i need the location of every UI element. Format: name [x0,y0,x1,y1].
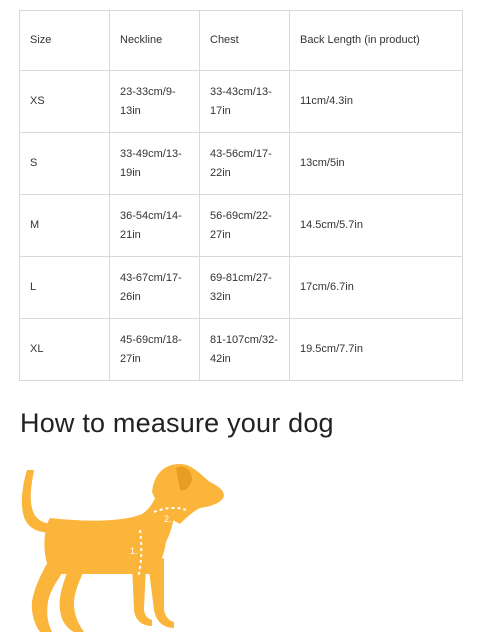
table-header-row [20,11,463,71]
section-heading: How to measure your dog [20,408,334,438]
cell-neckline: 43-67cm/17-26in [110,257,200,319]
cell-chest: 43-56cm/17-22in [200,133,290,195]
header-neckline: Neckline [110,11,200,71]
header-back-length: Back Length (in product) [290,11,463,71]
neck-marker-label: 2. [164,514,172,524]
cell-neckline: 23-33cm/9-13in [110,71,200,133]
cell-neckline: 33-49cm/13-19in [110,133,200,195]
cell-chest: 69-81cm/27-32in [200,257,290,319]
cell-size: M [20,195,110,257]
table-row [20,71,463,133]
cell-size: XS [20,71,110,133]
cell-chest: 56-69cm/22-27in [200,195,290,257]
dog-silhouette [22,464,224,632]
cell-size: L [20,257,110,319]
size-chart-table [19,10,463,381]
table-row [20,133,463,195]
dog-measure-illustration-icon [14,462,244,637]
chest-marker-label: 1. [130,546,138,556]
cell-size: XL [20,319,110,381]
cell-back-length: 14.5cm/5.7in [290,195,463,257]
cell-back-length: 19.5cm/7.7in [290,319,463,381]
cell-back-length: 13cm/5in [290,133,463,195]
header-size: Size [20,11,110,71]
cell-neckline: 36-54cm/14-21in [110,195,200,257]
header-chest: Chest [200,11,290,71]
cell-chest: 81-107cm/32-42in [200,319,290,381]
table-row [20,257,463,319]
cell-back-length: 11cm/4.3in [290,71,463,133]
cell-back-length: 17cm/6.7in [290,257,463,319]
cell-size: S [20,133,110,195]
cell-neckline: 45-69cm/18-27in [110,319,200,381]
table-row [20,319,463,381]
cell-chest: 33-43cm/13-17in [200,71,290,133]
table-row [20,195,463,257]
